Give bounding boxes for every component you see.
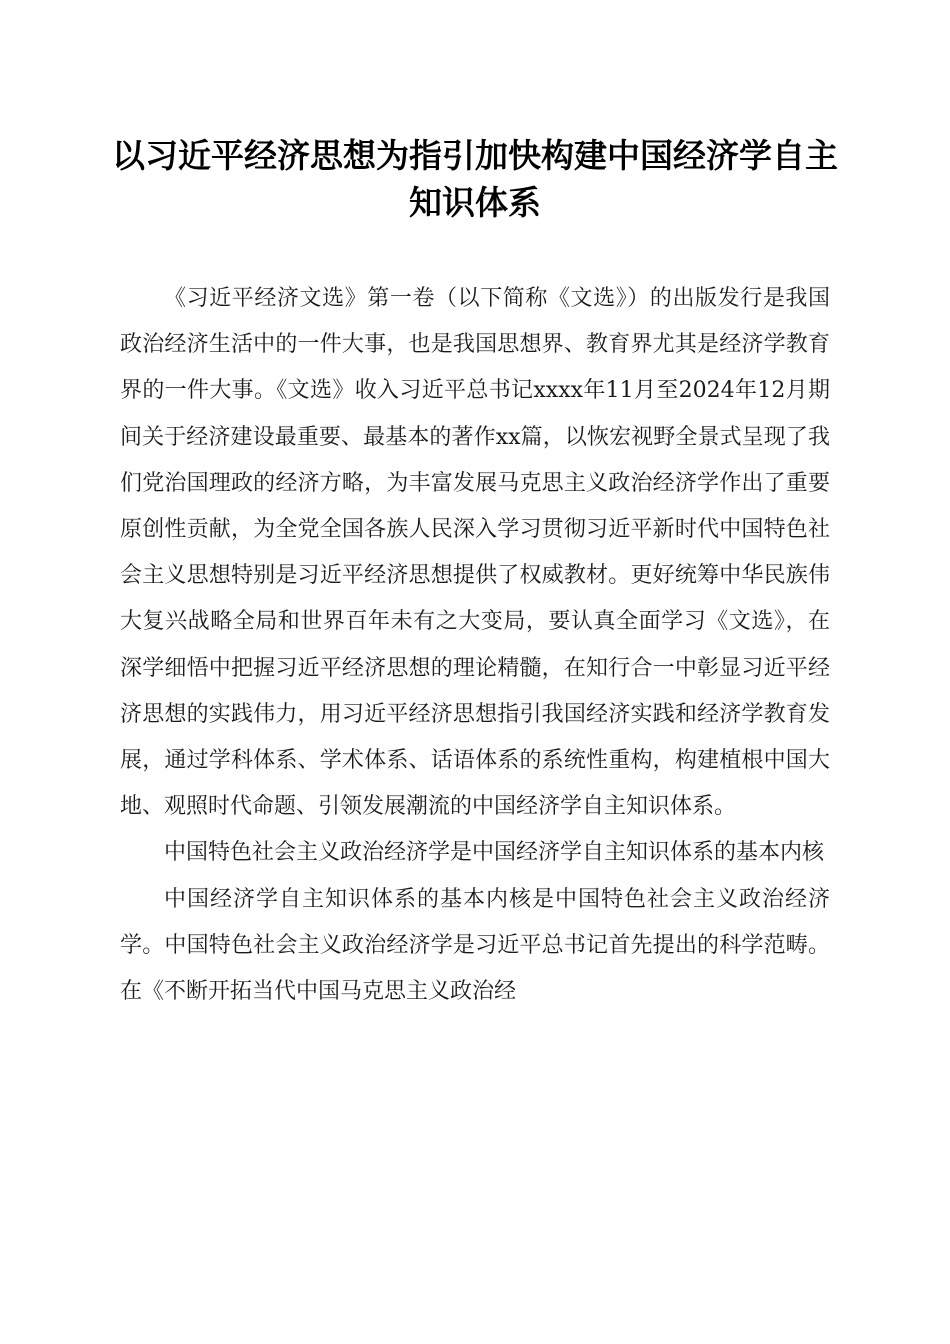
section-heading: 中国特色社会主义政治经济学是中国经济学自主知识体系的基本内核 <box>164 840 825 866</box>
paragraph-section-1: 中国经济学自主知识体系的基本内核是中国特色社会主义政治经济学。中国特色社会主义政治经济学是习近平总书记首先提出的科学范畴。在《不断开拓当代中国马克思主义政治经 <box>120 886 830 1005</box>
document-body <box>120 276 830 1015</box>
paragraph-intro: 《习近平经济文选》第一卷（以下简称《文选》）的出版发行是我国政治经济生活中的一件大事，也是我国思想界、教育界尤其是经济学教育界的一件大事。《文选》收入习近平总书记xxxx年11月至2024年12月期间关于经济建设最重要、最基本的著作xx篇，以恢宏视野全景式呈现了我们党治国理政的经济方略，为丰富发展马克思主义政治经济学作出了重要原创性贡献，为全党全国各族人民深入学习贯彻习近平新时代中国特色社会主义思想特别是习近平经济思想提供了权威教材。更好统筹中华民族伟大复兴战略全局和世界百年未有之大变局，要认真全面学习《文选》，在深学细悟中把握习近平经济思想的理论精髓，在知行合一中彰显习近平经济思想的实践伟力，用习近平经济思想指引我国经济实践和经济学教育发展，通过学科体系、学术体系、话语体系的系统性重构，构建植根中国大地、观照时代命题、引领发展潮流的中国经济学自主知识体系。 <box>120 286 830 820</box>
document-title: 以习近平经济思想为指引加快构建中国经济学自主知识体系 <box>112 136 838 222</box>
